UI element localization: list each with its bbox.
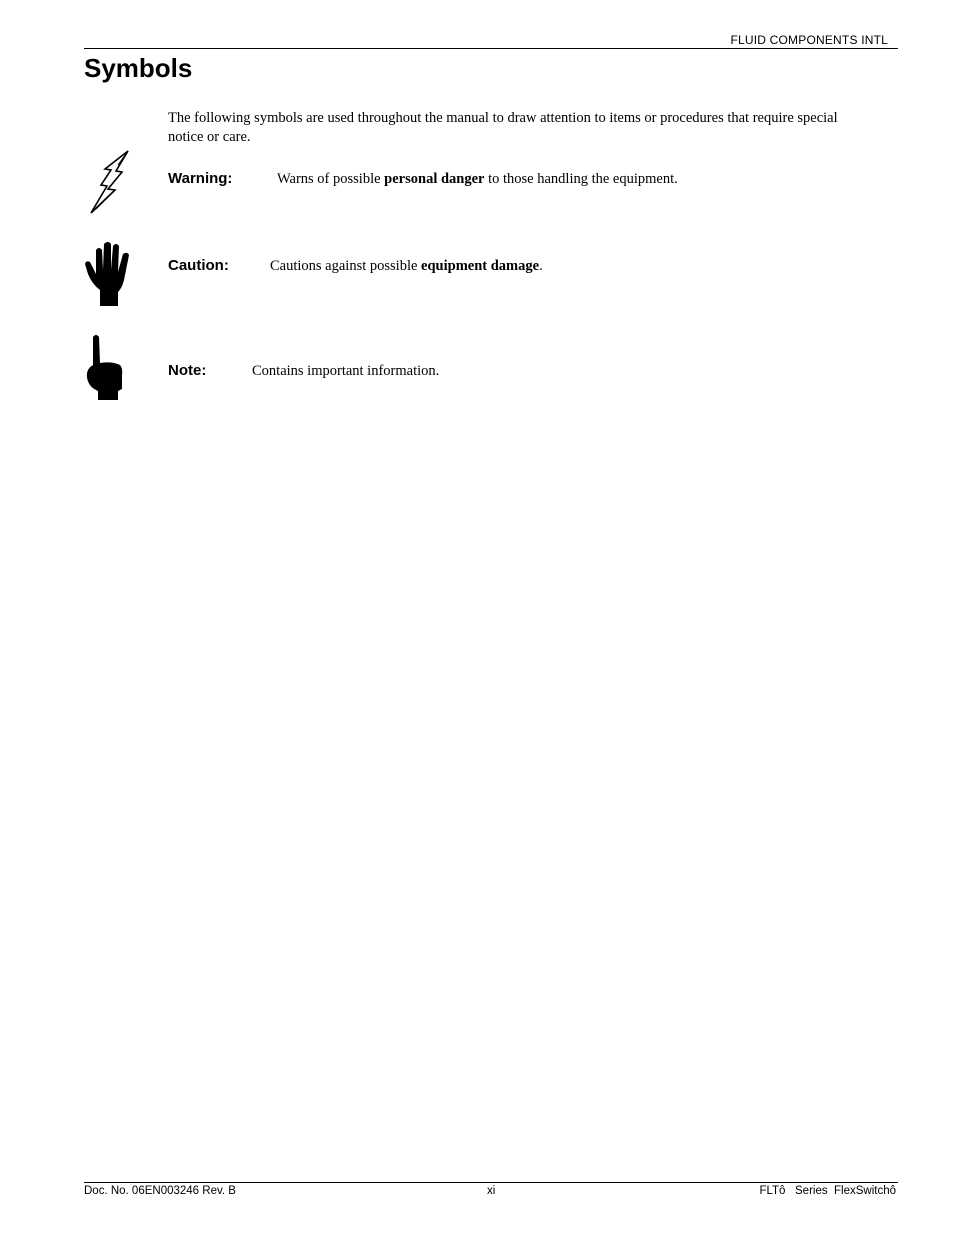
intro-paragraph: The following symbols are used throughout the manual to draw attention to items or procedures that require special notice or care. (168, 110, 838, 145)
note-text: Contains important information. (252, 363, 440, 379)
warning-emphasis: personal danger (384, 171, 485, 187)
lightning-bolt-icon (88, 149, 132, 215)
header-rule (84, 48, 898, 49)
caution-label: Caution: (168, 257, 229, 274)
note-label: Note: (168, 362, 207, 379)
header-company-name: FLUID COMPONENTS INTL (730, 33, 888, 47)
footer-page-number: xi (487, 1185, 496, 1197)
footer-product-name: FLTô Series FlexSwitchô (759, 1185, 896, 1197)
pointing-finger-icon (84, 333, 128, 401)
footer-rule (84, 1182, 898, 1183)
warning-text: Warns of possible personal danger to those handling the equipment. (277, 171, 678, 187)
footer-doc-number: Doc. No. 06EN003246 Rev. B (84, 1185, 236, 1197)
warning-label: Warning: (168, 170, 233, 187)
stop-hand-icon (84, 240, 134, 308)
page-title: Symbols (84, 53, 193, 83)
caution-text: Cautions against possible equipment damage. (270, 258, 543, 274)
caution-emphasis: equipment damage (421, 258, 540, 274)
